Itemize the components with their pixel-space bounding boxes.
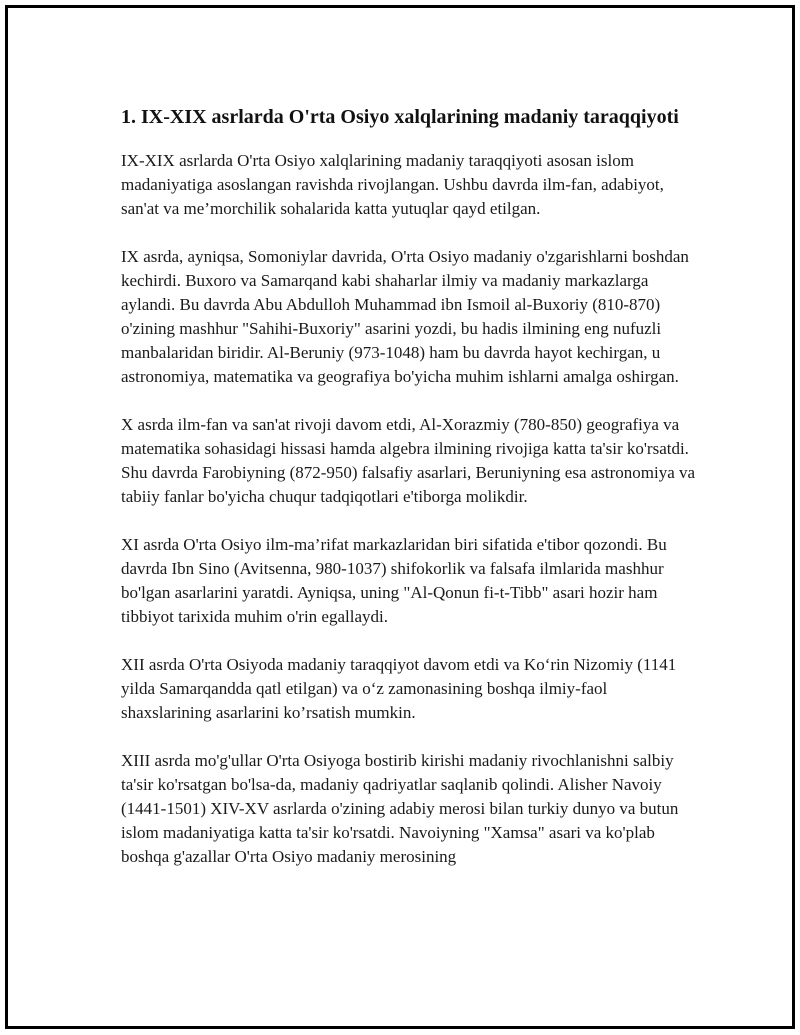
page-frame (5, 5, 795, 1029)
document-body (121, 103, 701, 893)
paragraph-x-century: X asrda ilm-fan va san'at rivoji davom etdi, Al-Xorazmiy (780-850) geografiya va matematika sohasidagi hissasi hamda algebra ilmining rivojiga katta ta'sir ko'rsatdi. Shu davrda Farobiyning (872-950) falsafiy asarlari, Beruniyning esa astronomiya va tabiiy fanlar bo'yicha chuqur tadqiqotlari e'tiborga molikdir. (121, 415, 696, 506)
paragraph-xiii-century: XIII asrda mo'g'ullar O'rta Osiyoga bostirib kirishi madaniy rivochlanishni salbiy ta'sir ko'rsatgan bo'lsa-da, madaniy qadriyatlar saqlanib qolindi. Alisher Navoiy (1441-1501) XIV-XV asrlarda o'zining adabiy merosi bilan turkiy dunyo va butun islom madaniyatiga katta ta'sir ko'rsatdi. Navoiyning "Xamsa" asari va ko'plab boshqa g'azallar O'rta Osiyo madaniy merosining (121, 751, 679, 866)
section-heading: 1. IX-XIX asrlarda O'rta Osiyo xalqlarining madaniy taraqqiyoti (121, 106, 679, 128)
paragraph-xii-century: XII asrda O'rta Osiyoda madaniy taraqqiyot davom etdi va Ko‘rin Nizomiy (1141 yilda Samarqandda qatl etilgan) va o‘z zamonasining boshqa ilmiy-faol shaxslarining asarlarini ko’rsatish mumkin. (121, 655, 677, 722)
paragraph-ix-century: IX asrda, ayniqsa, Somoniylar davrida, O'rta Osiyo madaniy o'zgarishlarni boshdan kechirdi. Buxoro va Samarqand kabi shaharlar ilmiy va madaniy markazlarga aylandi. Bu davrda Abu Abdulloh Muhammad ibn Ismoil al-Buxoriy (810-870) o'zining mashhur "Sahihi-Buxoriy" asarini yozdi, bu hadis ilmining eng nufuzli manbalaridan biridir. Al-Beruniy (973-1048) ham bu davrda hayot kechirgan, u astronomiya, matematika va geografiya bo'yicha muhim ishlarni amalga oshirgan. (121, 247, 689, 386)
paragraph-intro: IX-XIX asrlarda O'rta Osiyo xalqlarining madaniy taraqqiyoti asosan islom madaniyatiga asoslangan ravishda rivojlangan. Ushbu davrda ilm-fan, adabiyot, san'at va me’morchilik sohalarida katta yutuqlar qayd etilgan. (121, 151, 664, 218)
paragraph-xi-century: XI asrda O'rta Osiyo ilm-ma’rifat markazlaridan biri sifatida e'tibor qozondi. Bu davrda Ibn Sino (Avitsenna, 980-1037) shifokorlik va falsafa ilmlarida mashhur bo'lgan asarlarini yaratdi. Ayniqsa, uning "Al-Qonun fi-t-Tibb" asari hozir ham tibbiyot tarixida muhim o'rin egallaydi. (121, 535, 667, 626)
